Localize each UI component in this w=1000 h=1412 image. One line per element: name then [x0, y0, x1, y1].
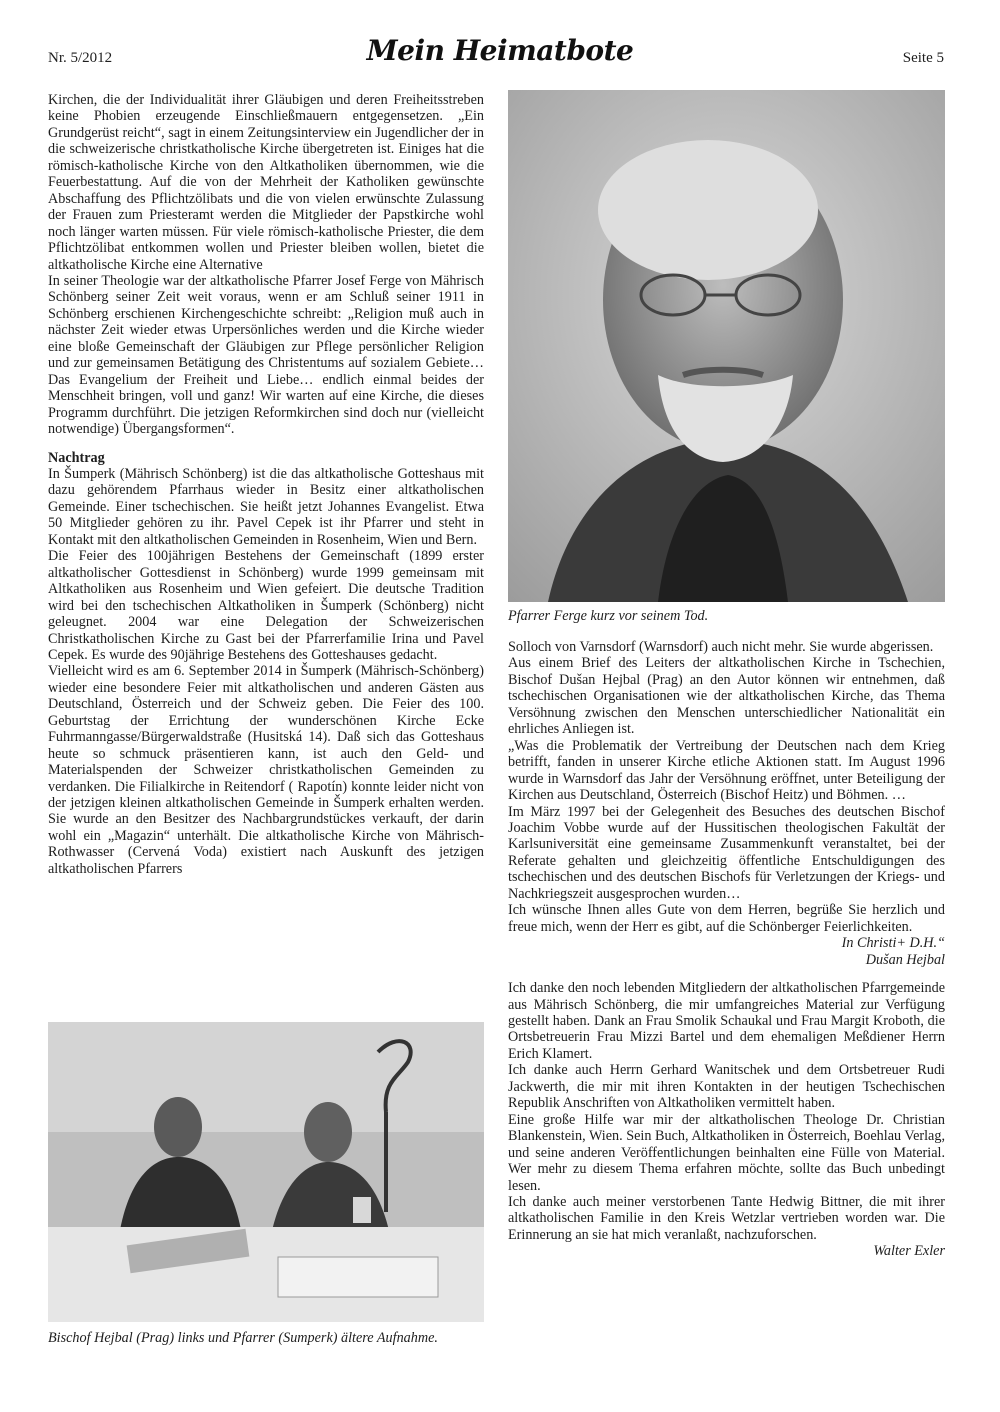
- portrait-caption: Pfarrer Ferge kurz vor seinem Tod.: [508, 608, 709, 624]
- group-caption: Bischof Hejbal (Prag) links und Pfarrer (Sumperk) ältere Aufnahme.: [48, 1330, 438, 1346]
- paragraph: Ich danke auch Herrn Gerhard Wanitschek und dem Ortsbetreuer Rudi Jackwerth, die mir mit ihren Kontakten in der heutigen Tschechischen Republik Anschriften von Altkatholiken vermittelt haben.: [508, 1062, 945, 1112]
- svg-text:Mein Heimatbote: Mein Heimatbote: [366, 34, 634, 67]
- paragraph: In Šumperk (Mährisch Schönberg) ist die das altkatholische Gotteshaus mit dazu gehörendem Pfarrhaus wieder in Besitz einer altkatholischen Gemeinde. Einer tschechischen. Sie heißt jetzt Johannes Evangelist. Etwa 50 Mitglieder gehören zu ihr. Pavel Cepek ist ihr Pfarrer und steht in Kontakt mit den altkatholischen Gemeinden in Rosenheim, Wien und Bern.: [48, 465, 484, 548]
- right-column: [508, 639, 945, 1260]
- paragraph: Ich wünsche Ihnen alles Gute von dem Herren, begrüße Sie herzlich und freue mich, wenn der Herr es gibt, auf die Schönberger Feierlichkeiten.: [508, 902, 945, 935]
- paragraph: Solloch von Varnsdorf (Warnsdorf) auch nicht mehr. Sie wurde abgerissen.: [508, 639, 934, 655]
- paragraph: „Was die Problematik der Vertreibung der Deutschen nach dem Krieg betrifft, fanden in unserer Kirche etliche Aktionen statt. Im August 1996 wurde in Warnsdorf das Jahr der Versöhnung eröffnet, unter Beteiligung der Kirchen aus Deutschland, Österreich (Bischof Heitz) und Böhmen. …: [508, 737, 945, 804]
- author-signature: Walter Exler: [873, 1243, 945, 1260]
- paragraph: Vielleicht wird es am 6. September 2014 in Šumperk (Mährisch-Schönberg) wieder eine besondere Feier mit altkatholischen und anderen Gästen aus Deutschland, Österreich und der Schweiz geben. Die Feier des 100. Geburtstag der Errichtung der wunderschönen Kirche Ecke Fuhrmanngasse/Bürgerwaldstraße (Husitská 14). Daß sich das Gotteshaus heute so schmuck präsentieren kann, ist auch den Geld- und Materialspenden der Schweizer christkatholischen Gemeinden zu verdanken. Die Filialkirche in Reitendorf ( Rapotín) konnte leider nicht von der jetzigen kleinen altkatholischen Gemeinde in Šumperk erhalten werden. Sie wurde an den Besitzer des Nachbargrundstückes verkauft, der darin wohl ein „Magazin“ unterhält. Die altkatholische Kirche von Mährisch-Rothwasser (Cervená Voda) existiert nach Auskunft des jetzigen altkatholischen Pfarrers: [48, 663, 484, 877]
- paragraph: In seiner Theologie war der altkatholische Pfarrer Josef Ferge von Mährisch Schönberg seiner Zeit weit voraus, wenn er am Schluß seiner 1911 in Schönberg erschienen Kirchengeschichte schreibt: „Religion muß auch in nächster Zeit wieder etwas Urpersönliches werden und die Kirche wieder eine bloße Gemeinschaft der Gläubigen zur Pflege persönlicher Religion und zur gemeinsamen Betätigung des Christentums auf sozialem Gebiete… Das Evangelium der Freiheit und Liebe… endlich einmal beides der Menschheit bringen, voll und ganz! Wir warten auf eine Kirche, die dieses Programm durchführt. Die jetzigen Reformkirchen sind doch nur (vielleicht notwendige) Übergangsformen“.: [48, 272, 484, 438]
- paragraph: Im März 1997 bei der Gelegenheit des Besuches des deutschen Bischof Joachim Vobbe wurde auf der Hussitischen theologischen Fakultät der Karlsuniversität eine gemeinsame Zusammenkunft veranstaltet, bei der Referate gehalten und gleichzeitig öffentliche Entschuldigungen des tschechischen und des deutschen Bischofs für Verletzungen der Kriegs- und Nachkriegszeit ausgesprochen wurden…: [508, 803, 945, 902]
- group-photo: [48, 1022, 484, 1322]
- section-heading: Nachtrag: [48, 449, 105, 466]
- masthead-logo: [366, 28, 634, 72]
- portrait-photo: [508, 90, 945, 602]
- page-number: Seite 5: [902, 50, 944, 66]
- paragraph: Ich danke auch meiner verstorbenen Tante Hedwig Bittner, die mit ihrer altkatholischen Familie in den Kreis Wetzlar vertrieben worden war. Die Erinnerung an sie hat mich veranlaßt, nachzuforschen.: [508, 1193, 945, 1243]
- paragraph: Ich danke den noch lebenden Mitgliedern der altkatholischen Pfarrgemeinde aus Mährisch Schönberg, die mir umfangreiches Material zur Verfügung gestellt haben. Dank an Frau Smolik Schaukal und Frau Margit Kroboth, die Ortsbetreuerin Frau Mizzi Bartel und dem ehemaligen Meßdiener Herrn Erich Klamert.: [508, 980, 945, 1062]
- letter-signature: Dušan Hejbal: [865, 951, 945, 968]
- letter-closing: In Christi+ D.H.“: [841, 935, 945, 952]
- paragraph: Aus einem Brief des Leiters der altkatholischen Kirche in Tschechien, Bischof Dušan Hejbal (Prag) an den Autor können wir entnehmen, daß tschechischen Organisationen wie der altkatholischen Kirche, das Thema Versöhnung zwischen den Menschen unterschiedlicher Nationalität ein ehrliches Anliegen ist.: [508, 655, 945, 738]
- left-column: [48, 92, 484, 877]
- issue-number: Nr. 5/2012: [48, 50, 113, 66]
- paragraph: Eine große Hilfe war mir der altkatholischen Theologe Dr. Christian Blankenstein, Wien. Sein Buch, Altkatholiken in Österreich, Boehlau Verlag, und seine anderen Veröffentlichungen beinhalten eine Fülle von Material. Wer mehr zu diesem Thema erfahren möchte, sollte das Buch unbedingt lesen.: [508, 1111, 945, 1194]
- paragraph: Kirchen, die der Individualität ihrer Gläubigen und deren Freiheitsstreben keine Phobien erzeugende Einschließmauern entgegensetzen. „Ein Grundgerüst reicht“, sagt in einem Zeitungsinterview ein Jugendlicher der in die schweizerische christkatholische Kirche übergetreten ist. Einiges hat die römisch-katholische Kirche von den Altkatholiken übernommen, wie die Feuerbestattung. Auf die von der Mehrheit der Katholiken gewünschte Abschaffung des Pflichtzölibats und die von vielen erwünschte Zulassung der Frauen zum Priesteramt werden die Mitglieder der Papstkirche wohl noch länger warten müssen. Für viele römisch-katholische Priester, die dem Pflichtzölibat entkommen wollen und Priester bleiben wollen, bietet die altkatholische Kirche eine Alternative: [48, 92, 484, 273]
- paragraph: Die Feier des 100jährigen Bestehens der Gemeinschaft (1899 erster altkatholischer Gottesdienst in Schönberg) wurde 1999 gemeinsam mit Altkatholiken aus Rosenheim und Wien gefeiert. Die deutsche Tradition wird bei den tschechischen Altkatholiken in Šumperk (Schönberg) nicht geleugnet. 2004 war eine Delegation der Schweizerischen Christkatholischen Kirche zu Gast bei der Pfarrerfamilie Irina und Pavel Cepek. Es wurde des 90jährige Bestehens des Gotteshauses gedacht.: [48, 548, 484, 663]
